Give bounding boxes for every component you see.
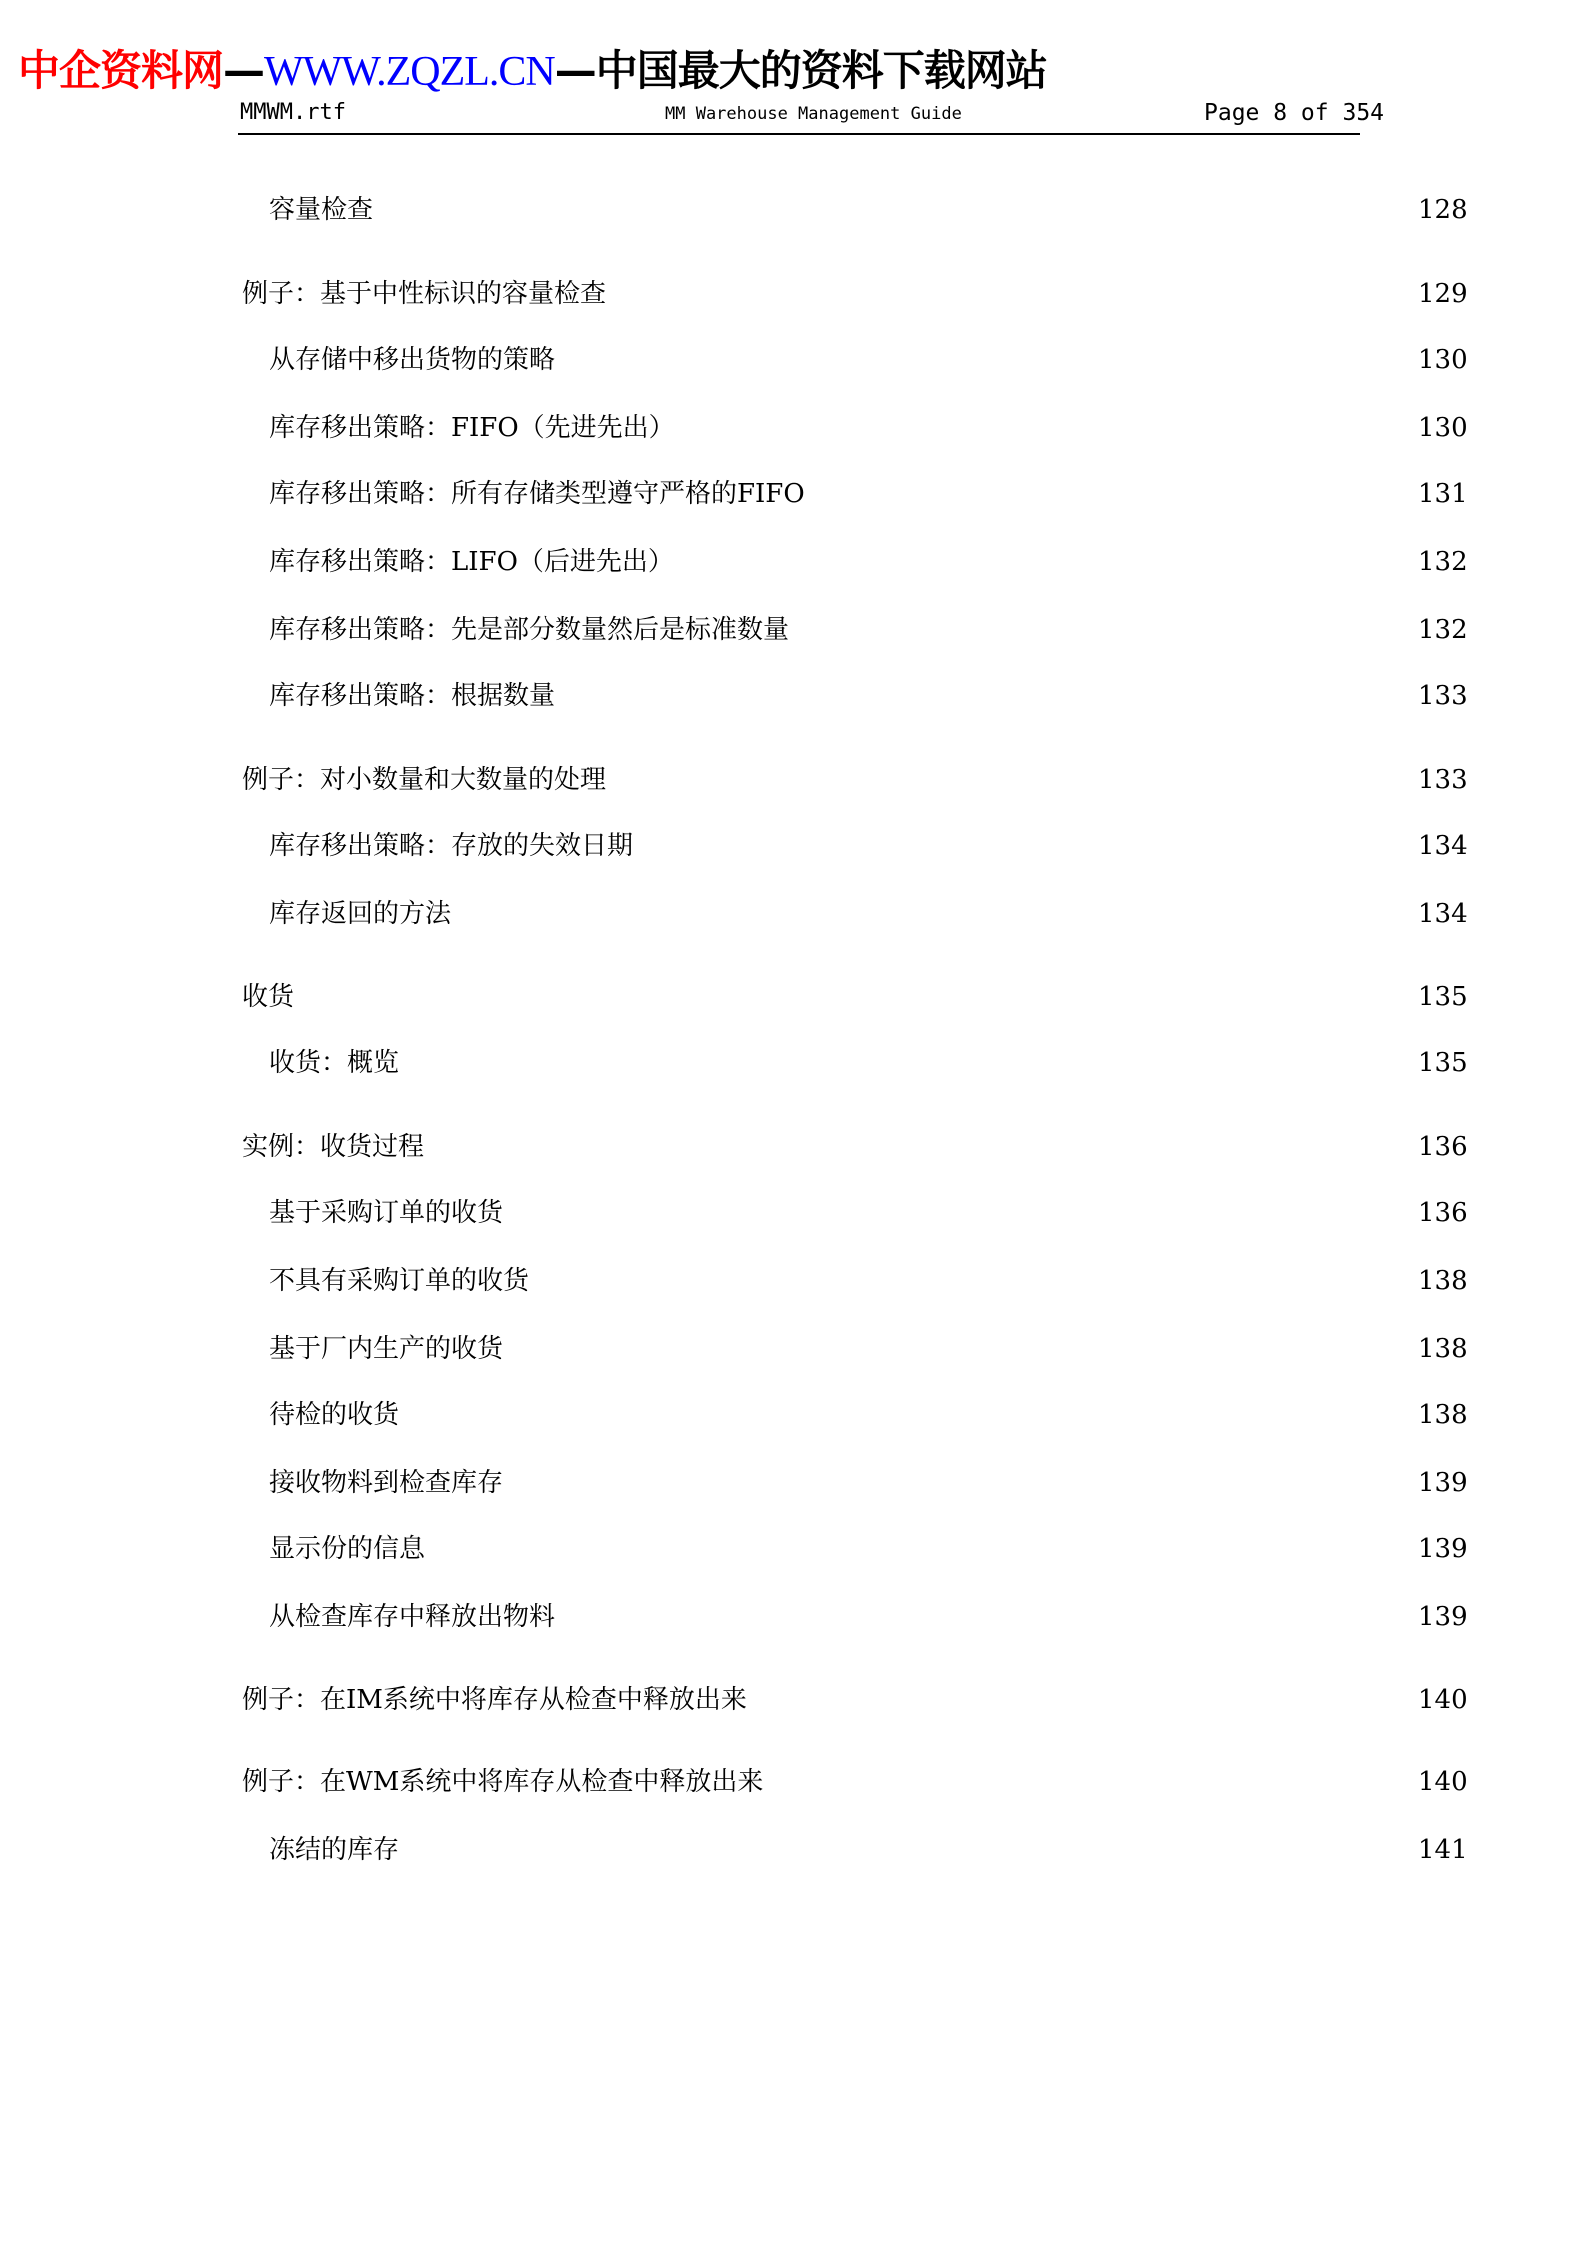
header-filename: MMWM.rtf bbox=[240, 100, 346, 125]
toc-entry-title: 库存移出策略：根据数量 bbox=[269, 681, 556, 711]
toc-entry-page: 133 bbox=[1418, 681, 1468, 711]
toc-entry-page: 132 bbox=[1418, 615, 1468, 645]
toc-entry-page: 128 bbox=[1418, 195, 1468, 225]
toc-entry-title: 库存移出策略：FIFO（先进先出） bbox=[269, 413, 675, 443]
toc-entry[interactable] bbox=[0, 1332, 1585, 1366]
banner-dash: — bbox=[554, 46, 596, 95]
toc-entry[interactable] bbox=[0, 763, 1585, 797]
header-rule bbox=[238, 133, 1360, 135]
toc-entry-page: 140 bbox=[1418, 1767, 1468, 1797]
toc-entry[interactable] bbox=[0, 1833, 1585, 1867]
toc-entry-page: 129 bbox=[1418, 279, 1468, 309]
toc-entry-title: 从存储中移出货物的策略 bbox=[269, 345, 556, 375]
toc-entry-page: 130 bbox=[1418, 413, 1468, 443]
toc-entry[interactable] bbox=[0, 1398, 1585, 1432]
toc-entry[interactable] bbox=[0, 193, 1585, 227]
toc-entry[interactable] bbox=[0, 477, 1585, 511]
toc-entry[interactable] bbox=[0, 1683, 1585, 1717]
toc-entry[interactable] bbox=[0, 829, 1585, 863]
toc-entry-page: 131 bbox=[1418, 479, 1468, 509]
toc-entry-page: 139 bbox=[1418, 1468, 1468, 1498]
header-title: MM Warehouse Management Guide bbox=[665, 104, 962, 124]
site-banner bbox=[18, 38, 1047, 98]
toc-entry-page: 140 bbox=[1418, 1685, 1468, 1715]
banner-dash: — bbox=[223, 46, 265, 95]
header-page-number: Page 8 of 354 bbox=[1204, 100, 1385, 126]
toc-entry-title: 基于厂内生产的收货 bbox=[269, 1334, 504, 1364]
toc-entry[interactable] bbox=[0, 1264, 1585, 1298]
toc-entry-title: 基于采购订单的收货 bbox=[269, 1198, 504, 1228]
toc-entry-title: 实例：收货过程 bbox=[242, 1132, 425, 1162]
toc-entry-page: 138 bbox=[1418, 1334, 1468, 1364]
toc-entry-title: 收货 bbox=[242, 982, 295, 1012]
toc-entry-title: 显示份的信息 bbox=[269, 1534, 426, 1564]
toc-entry-title: 库存移出策略：存放的失效日期 bbox=[269, 831, 634, 861]
banner-site-name: 中企资料网 bbox=[18, 46, 224, 95]
toc-entry[interactable] bbox=[0, 897, 1585, 931]
toc-entry-page: 138 bbox=[1418, 1400, 1468, 1430]
toc-entry-page: 130 bbox=[1418, 345, 1468, 375]
toc-entry-title: 待检的收货 bbox=[269, 1400, 400, 1430]
toc-entry[interactable] bbox=[0, 1046, 1585, 1080]
toc-entry[interactable] bbox=[0, 1466, 1585, 1500]
toc-entry-page: 136 bbox=[1418, 1198, 1468, 1228]
toc-entry-title: 例子：基于中性标识的容量检查 bbox=[242, 279, 607, 309]
toc-entry-page: 133 bbox=[1418, 765, 1468, 795]
toc-entry-page: 132 bbox=[1418, 547, 1468, 577]
toc-entry-title: 冻结的库存 bbox=[269, 1835, 400, 1865]
toc-entry-page: 135 bbox=[1418, 982, 1468, 1012]
toc-entry[interactable] bbox=[0, 545, 1585, 579]
toc-entry-title: 接收物料到检查库存 bbox=[269, 1468, 504, 1498]
toc-entry-title: 不具有采购订单的收货 bbox=[269, 1266, 530, 1296]
banner-url[interactable]: WWW.ZQZL.CN bbox=[264, 49, 555, 95]
toc-entry-title: 库存返回的方法 bbox=[269, 899, 452, 929]
banner-slogan: 中国最大的资料下载网站 bbox=[595, 46, 1047, 95]
toc-entry[interactable] bbox=[0, 277, 1585, 311]
toc-entry-title: 收货：概览 bbox=[269, 1048, 400, 1078]
toc-entry-title: 例子：在WM系统中将库存从检查中释放出来 bbox=[242, 1767, 764, 1797]
toc-entry-page: 139 bbox=[1418, 1534, 1468, 1564]
toc-entry[interactable] bbox=[0, 679, 1585, 713]
toc-entry-page: 139 bbox=[1418, 1602, 1468, 1632]
toc-entry[interactable] bbox=[0, 411, 1585, 445]
toc-entry[interactable] bbox=[0, 1196, 1585, 1230]
toc-entry-title: 库存移出策略：先是部分数量然后是标准数量 bbox=[269, 615, 790, 645]
toc-entry-title: 容量检查 bbox=[269, 195, 374, 225]
toc-entry-title: 库存移出策略：所有存储类型遵守严格的FIFO bbox=[269, 479, 805, 509]
toc-entry[interactable] bbox=[0, 1600, 1585, 1634]
toc-entry[interactable] bbox=[0, 1765, 1585, 1799]
toc-entry-title: 库存移出策略：LIFO（后进先出） bbox=[269, 547, 674, 577]
toc-entry[interactable] bbox=[0, 343, 1585, 377]
toc-entry-title: 例子：对小数量和大数量的处理 bbox=[242, 765, 607, 795]
toc-entry[interactable] bbox=[0, 980, 1585, 1014]
toc-entry-page: 136 bbox=[1418, 1132, 1468, 1162]
toc-entry-page: 135 bbox=[1418, 1048, 1468, 1078]
toc-entry-page: 134 bbox=[1418, 899, 1468, 929]
toc-entry-title: 从检查库存中释放出物料 bbox=[269, 1602, 556, 1632]
toc-entry[interactable] bbox=[0, 613, 1585, 647]
toc-entry[interactable] bbox=[0, 1532, 1585, 1566]
toc-entry-page: 141 bbox=[1418, 1835, 1468, 1865]
toc-entry-title: 例子：在IM系统中将库存从检查中释放出来 bbox=[242, 1685, 747, 1715]
toc-entry-page: 138 bbox=[1418, 1266, 1468, 1296]
toc-entry[interactable] bbox=[0, 1130, 1585, 1164]
toc-entry-page: 134 bbox=[1418, 831, 1468, 861]
